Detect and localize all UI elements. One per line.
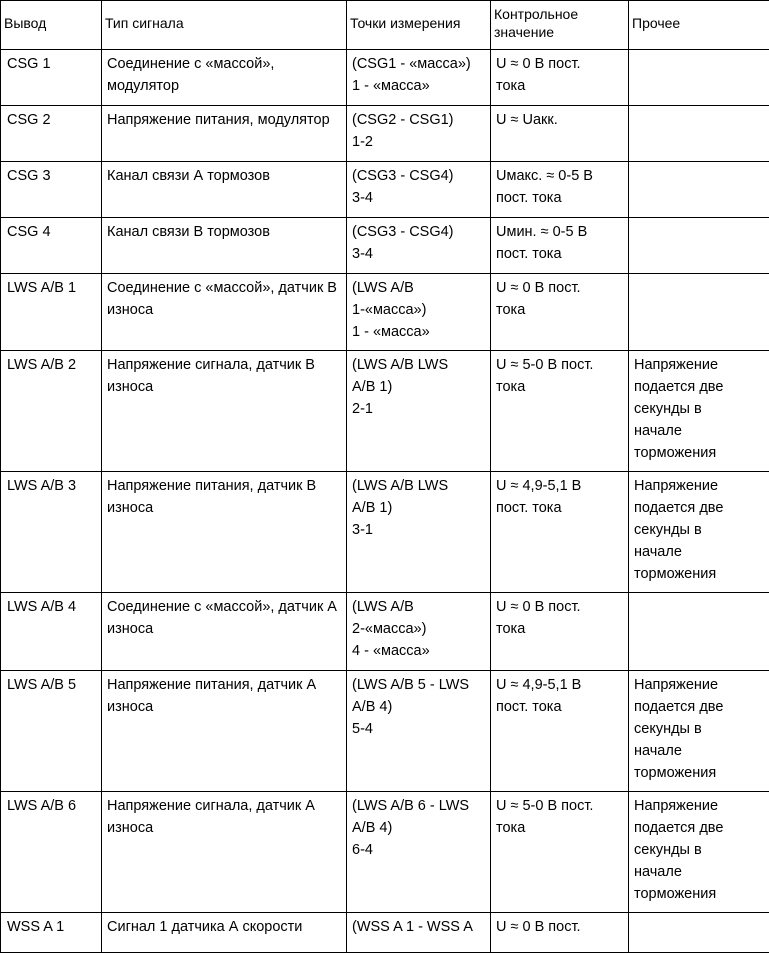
cell-control-value: U ≈ 4,9-5,1 В пост. тока: [491, 671, 629, 792]
cell-other: [629, 218, 769, 274]
cell-control-value: U ≈ 0 В пост. тока: [491, 50, 629, 106]
cell-measure-points: (CSG1 - «масса») 1 - «масса»: [347, 50, 491, 106]
cell-control-value: U ≈ 4,9-5,1 В пост. тока: [491, 472, 629, 593]
cell-measure-points: (LWS A/B 5 - LWS A/B 4) 5-4: [347, 671, 491, 792]
cell-pin: CSG 4: [1, 218, 102, 274]
cell-other: Напряжение подается две секунды в начале торможения: [629, 792, 769, 913]
table-row: [1, 792, 769, 913]
cell-pin: LWS A/B 6: [1, 792, 102, 913]
cell-signal-type: Напряжение питания, датчик А износа: [102, 671, 347, 792]
cell-signal-type: Соединение с «массой», датчик В износа: [102, 274, 347, 351]
cell-pin: LWS A/B 5: [1, 671, 102, 792]
cell-other: Напряжение подается две секунды в начале торможения: [629, 671, 769, 792]
cell-measure-points: (LWS A/B LWS A/B 1) 3-1: [347, 472, 491, 593]
table-row: [1, 274, 769, 351]
cell-measure-points: (LWS A/B LWS A/B 1) 2-1: [347, 351, 491, 472]
cell-other: [629, 50, 769, 106]
cell-other: [629, 913, 769, 953]
header-pin: Вывод: [1, 1, 102, 50]
cell-measure-points: (LWS A/B 1-«масса») 1 - «масса»: [347, 274, 491, 351]
table-row: [1, 106, 769, 162]
cell-measure-points: (CSG3 - CSG4) 3-4: [347, 162, 491, 218]
table-row: [1, 162, 769, 218]
table-row: [1, 472, 769, 593]
cell-control-value: U ≈ 0 В пост.: [491, 913, 629, 953]
header-control-value: Контрольное значение: [491, 1, 629, 50]
cell-control-value: Uмакс. ≈ 0-5 В пост. тока: [491, 162, 629, 218]
header-measure-points: Точки измерения: [347, 1, 491, 50]
cell-control-value: U ≈ 0 В пост. тока: [491, 274, 629, 351]
header-other: Прочее: [629, 1, 769, 50]
cell-pin: CSG 3: [1, 162, 102, 218]
table-row: [1, 351, 769, 472]
cell-signal-type: Соединение с «массой», модулятор: [102, 50, 347, 106]
cell-other: [629, 162, 769, 218]
table-row: [1, 913, 769, 953]
cell-pin: CSG 2: [1, 106, 102, 162]
cell-pin: LWS A/B 2: [1, 351, 102, 472]
table-header-row: [1, 1, 769, 50]
table-row: [1, 593, 769, 671]
cell-signal-type: Соединение с «массой», датчик А износа: [102, 593, 347, 671]
cell-measure-points: (LWS A/B 6 - LWS A/B 4) 6-4: [347, 792, 491, 913]
cell-pin: LWS A/B 1: [1, 274, 102, 351]
cell-signal-type: Канал связи А тормозов: [102, 162, 347, 218]
cell-signal-type: Напряжение сигнала, датчик В износа: [102, 351, 347, 472]
cell-other: [629, 593, 769, 671]
cell-measure-points: (LWS A/B 2-«масса») 4 - «масса»: [347, 593, 491, 671]
table-row: [1, 218, 769, 274]
cell-control-value: Uмин. ≈ 0-5 В пост. тока: [491, 218, 629, 274]
cell-control-value: U ≈ 5-0 В пост. тока: [491, 792, 629, 913]
cell-control-value: U ≈ 0 В пост. тока: [491, 593, 629, 671]
header-signal-type: Тип сигнала: [102, 1, 347, 50]
cell-measure-points: (CSG3 - CSG4) 3-4: [347, 218, 491, 274]
cell-signal-type: Напряжение сигнала, датчик А износа: [102, 792, 347, 913]
cell-signal-type: Напряжение питания, модулятор: [102, 106, 347, 162]
cell-pin: WSS A 1: [1, 913, 102, 953]
cell-other: Напряжение подается две секунды в начале торможения: [629, 351, 769, 472]
cell-pin: CSG 1: [1, 50, 102, 106]
cell-control-value: U ≈ 5-0 В пост. тока: [491, 351, 629, 472]
cell-measure-points: (CSG2 - CSG1) 1-2: [347, 106, 491, 162]
table-row: [1, 50, 769, 106]
cell-signal-type: Сигнал 1 датчика А скорости: [102, 913, 347, 953]
cell-pin: LWS A/B 3: [1, 472, 102, 593]
cell-other: [629, 274, 769, 351]
cell-pin: LWS A/B 4: [1, 593, 102, 671]
cell-other: [629, 106, 769, 162]
cell-control-value: U ≈ Uакк.: [491, 106, 629, 162]
cell-signal-type: Напряжение питания, датчик В износа: [102, 472, 347, 593]
table-row: [1, 671, 769, 792]
cell-measure-points: (WSS A 1 - WSS A: [347, 913, 491, 953]
cell-other: Напряжение подается две секунды в начале торможения: [629, 472, 769, 593]
cell-signal-type: Канал связи В тормозов: [102, 218, 347, 274]
